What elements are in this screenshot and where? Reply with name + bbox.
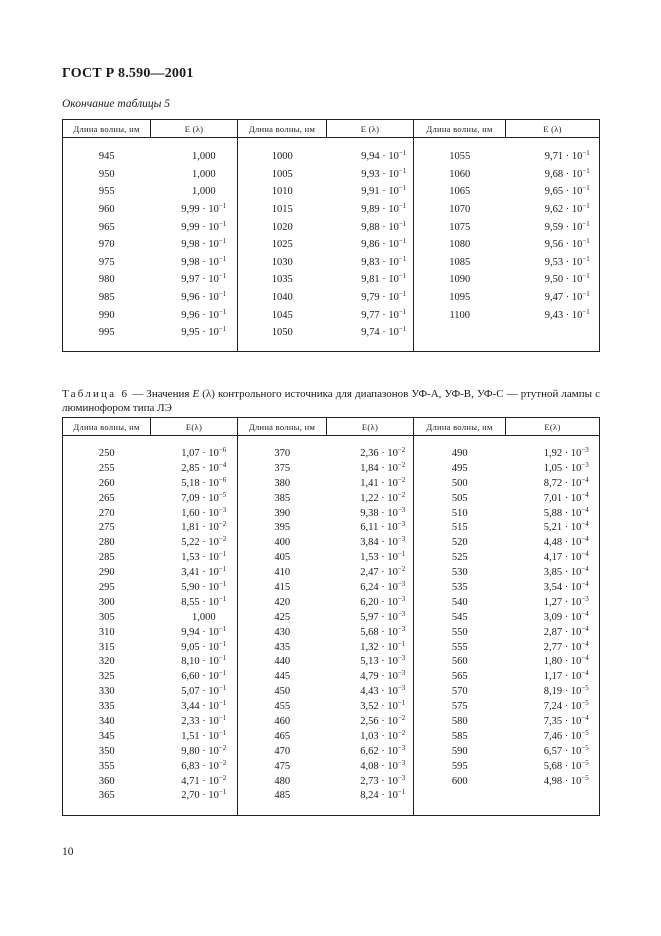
irradiance-cell: 1,000 [151, 166, 238, 184]
wavelength-cell: 945 [63, 148, 151, 166]
wavelength-cell: 255 [63, 461, 151, 476]
table6-header-row [63, 418, 600, 436]
irradiance-cell: $6,60 \cdot 10^{-1}$ [151, 669, 238, 684]
table-row [63, 595, 600, 610]
irradiance-cell: $9,53 \cdot 10^{-1}$ [506, 254, 600, 272]
table6-header-e-3: E(λ) [506, 418, 600, 436]
irradiance-cell: $9,05 \cdot 10^{-1}$ [151, 640, 238, 655]
wavelength-cell: 570 [414, 684, 506, 699]
irradiance-cell: $5,21 \cdot 10^{-4}$ [506, 520, 600, 535]
wavelength-cell: 380 [238, 476, 327, 491]
wavelength-cell: 250 [63, 446, 151, 461]
irradiance-cell: $5,88 \cdot 10^{-4}$ [506, 506, 600, 521]
irradiance-cell: $1,22 \cdot 10^{-2}$ [327, 491, 414, 506]
irradiance-cell: $1,81 \cdot 10^{-2}$ [151, 520, 238, 535]
table-row [63, 183, 600, 201]
wavelength-cell: 300 [63, 595, 151, 610]
irradiance-cell: $9,79 \cdot 10^{-1}$ [327, 289, 414, 307]
wavelength-cell: 355 [63, 759, 151, 774]
irradiance-cell: $4,48 \cdot 10^{-4}$ [506, 535, 600, 550]
irradiance-cell: $2,73 \cdot 10^{-3}$ [327, 774, 414, 789]
table5-header-e-1: E (λ) [151, 120, 238, 138]
irradiance-cell: $2,56 \cdot 10^{-2}$ [327, 714, 414, 729]
irradiance-cell: $5,68 \cdot 10^{-5}$ [506, 759, 600, 774]
irradiance-cell: $1,53 \cdot 10^{-1}$ [327, 550, 414, 565]
irradiance-cell: $4,08 \cdot 10^{-3}$ [327, 759, 414, 774]
irradiance-cell: $9,88 \cdot 10^{-1}$ [327, 218, 414, 236]
irradiance-cell: 1,000 [151, 183, 238, 201]
irradiance-cell: $6,11 \cdot 10^{-3}$ [327, 520, 414, 535]
irradiance-cell: $9,62 \cdot 10^{-1}$ [506, 201, 600, 219]
wavelength-cell: 315 [63, 640, 151, 655]
table6-body [63, 436, 600, 816]
irradiance-cell: $2,85 \cdot 10^{-4}$ [151, 461, 238, 476]
irradiance-cell: $2,36 \cdot 10^{-2}$ [327, 446, 414, 461]
irradiance-cell: $6,57 \cdot 10^{-5}$ [506, 744, 600, 759]
wavelength-cell: 325 [63, 669, 151, 684]
table-row [63, 550, 600, 565]
table6-caption-pre: — Значения [129, 388, 193, 400]
wavelength-cell: 515 [414, 520, 506, 535]
irradiance-cell: $9,50 \cdot 10^{-1}$ [506, 271, 600, 289]
irradiance-cell: $9,96 \cdot 10^{-1}$ [151, 306, 238, 324]
irradiance-cell: $3,09 \cdot 10^{-4}$ [506, 610, 600, 625]
irradiance-cell: $5,90 \cdot 10^{-1}$ [151, 580, 238, 595]
irradiance-cell: $9,97 \cdot 10^{-1}$ [151, 271, 238, 289]
table6-caption-label: Таблица 6 [62, 388, 130, 400]
irradiance-cell: $3,85 \cdot 10^{-4}$ [506, 565, 600, 580]
wavelength-cell: 1005 [238, 166, 327, 184]
irradiance-cell: $8,24 \cdot 10^{-1}$ [327, 788, 414, 803]
irradiance-cell: $9,71 \cdot 10^{-1}$ [506, 148, 600, 166]
table-row [63, 580, 600, 595]
wavelength-cell: 420 [238, 595, 327, 610]
irradiance-cell: $7,24 \cdot 10^{-5}$ [506, 699, 600, 714]
table5-caption: Окончание таблицы 5 [62, 98, 170, 110]
wavelength-cell: 270 [63, 506, 151, 521]
wavelength-cell: 305 [63, 610, 151, 625]
wavelength-cell: 470 [238, 744, 327, 759]
wavelength-cell: 440 [238, 654, 327, 669]
wavelength-cell: 375 [238, 461, 327, 476]
irradiance-cell: $1,07 \cdot 10^{-6}$ [151, 446, 238, 461]
wavelength-cell: 485 [238, 788, 327, 803]
wavelength-cell: 410 [238, 565, 327, 580]
irradiance-cell: $6,83 \cdot 10^{-2}$ [151, 759, 238, 774]
wavelength-cell: 370 [238, 446, 327, 461]
table-row [63, 774, 600, 789]
irradiance-cell: $9,93 \cdot 10^{-1}$ [327, 166, 414, 184]
irradiance-cell: $9,91 \cdot 10^{-1}$ [327, 183, 414, 201]
irradiance-cell: $3,41 \cdot 10^{-1}$ [151, 565, 238, 580]
irradiance-cell: $1,41 \cdot 10^{-2}$ [327, 476, 414, 491]
irradiance-cell: $9,81 \cdot 10^{-1}$ [327, 271, 414, 289]
wavelength-cell: 295 [63, 580, 151, 595]
wavelength-cell: 1000 [238, 148, 327, 166]
page-number: 10 [62, 846, 74, 858]
table-row [63, 610, 600, 625]
table-row [63, 201, 600, 219]
wavelength-cell: 1040 [238, 289, 327, 307]
wavelength-cell: 1075 [414, 218, 506, 236]
wavelength-cell: 430 [238, 625, 327, 640]
wavelength-cell: 465 [238, 729, 327, 744]
irradiance-cell: $4,71 \cdot 10^{-2}$ [151, 774, 238, 789]
wavelength-cell: 530 [414, 565, 506, 580]
irradiance-cell: $9,68 \cdot 10^{-1}$ [506, 166, 600, 184]
table-row [63, 520, 600, 535]
wavelength-cell: 335 [63, 699, 151, 714]
wavelength-cell: 460 [238, 714, 327, 729]
irradiance-cell: $7,09 \cdot 10^{-5}$ [151, 491, 238, 506]
irradiance-cell: 1,000 [151, 148, 238, 166]
table6-header-e-2: E(λ) [327, 418, 414, 436]
irradiance-cell: $8,55 \cdot 10^{-1}$ [151, 595, 238, 610]
irradiance-cell: $9,98 \cdot 10^{-1}$ [151, 236, 238, 254]
table6-header-e-1: E(λ) [151, 418, 238, 436]
irradiance-cell: $1,05 \cdot 10^{-3}$ [506, 461, 600, 476]
wavelength-cell: 385 [238, 491, 327, 506]
wavelength-cell: 1045 [238, 306, 327, 324]
irradiance-cell: $1,03 \cdot 10^{-2}$ [327, 729, 414, 744]
wavelength-cell: 455 [238, 699, 327, 714]
irradiance-cell: $4,98 \cdot 10^{-5}$ [506, 774, 600, 789]
table6-header-wavelength-3: Длина волны, нм [414, 418, 506, 436]
wavelength-cell: 520 [414, 535, 506, 550]
irradiance-cell: $9,94 \cdot 10^{-1}$ [327, 148, 414, 166]
document-title: ГОСТ Р 8.590—2001 [62, 66, 194, 81]
table-row [63, 654, 600, 669]
irradiance-cell: $4,43 \cdot 10^{-3}$ [327, 684, 414, 699]
table-row [63, 306, 600, 324]
table-row [63, 148, 600, 166]
wavelength-cell: 265 [63, 491, 151, 506]
table-row [63, 254, 600, 272]
wavelength-cell: 290 [63, 565, 151, 580]
wavelength-cell: 435 [238, 640, 327, 655]
wavelength-cell: 510 [414, 506, 506, 521]
table-spacer-row [63, 138, 600, 149]
table-row [63, 166, 600, 184]
wavelength-cell: 1020 [238, 218, 327, 236]
table-row [63, 744, 600, 759]
table6-header-wavelength-1: Длина волны, нм [63, 418, 151, 436]
irradiance-cell: $5,18 \cdot 10^{-6}$ [151, 476, 238, 491]
irradiance-cell: $1,80 \cdot 10^{-4}$ [506, 654, 600, 669]
wavelength-cell: 320 [63, 654, 151, 669]
table-row [63, 476, 600, 491]
wavelength-cell: 260 [63, 476, 151, 491]
wavelength-cell: 965 [63, 218, 151, 236]
irradiance-cell: $9,77 \cdot 10^{-1}$ [327, 306, 414, 324]
wavelength-cell: 500 [414, 476, 506, 491]
wavelength-cell [414, 324, 506, 342]
wavelength-cell: 310 [63, 625, 151, 640]
table-row [63, 236, 600, 254]
irradiance-cell: $2,87 \cdot 10^{-4}$ [506, 625, 600, 640]
wavelength-cell: 280 [63, 535, 151, 550]
table6-header-wavelength-2: Длина волны, нм [238, 418, 327, 436]
irradiance-cell: $9,74 \cdot 10^{-1}$ [327, 324, 414, 342]
irradiance-cell: $3,84 \cdot 10^{-3}$ [327, 535, 414, 550]
table-row [63, 289, 600, 307]
irradiance-cell: $2,70 \cdot 10^{-1}$ [151, 788, 238, 803]
irradiance-cell: $9,59 \cdot 10^{-1}$ [506, 218, 600, 236]
wavelength-cell: 955 [63, 183, 151, 201]
table5-header-row [63, 120, 600, 138]
irradiance-cell: $2,77 \cdot 10^{-4}$ [506, 640, 600, 655]
irradiance-cell: $9,65 \cdot 10^{-1}$ [506, 183, 600, 201]
wavelength-cell: 1065 [414, 183, 506, 201]
irradiance-cell: $1,17 \cdot 10^{-4}$ [506, 669, 600, 684]
wavelength-cell: 495 [414, 461, 506, 476]
irradiance-cell: $5,13 \cdot 10^{-3}$ [327, 654, 414, 669]
table5-header-wavelength-2: Длина волны, нм [238, 120, 327, 138]
wavelength-cell: 395 [238, 520, 327, 535]
table-row [63, 714, 600, 729]
table-row [63, 729, 600, 744]
irradiance-cell: $7,35 \cdot 10^{-4}$ [506, 714, 600, 729]
irradiance-cell: $1,51 \cdot 10^{-1}$ [151, 729, 238, 744]
table6-caption [62, 387, 600, 415]
wavelength-cell: 590 [414, 744, 506, 759]
irradiance-cell: $9,38 \cdot 10^{-3}$ [327, 506, 414, 521]
wavelength-cell: 1015 [238, 201, 327, 219]
wavelength-cell: 360 [63, 774, 151, 789]
wavelength-cell [414, 788, 506, 803]
irradiance-cell: $1,92 \cdot 10^{-3}$ [506, 446, 600, 461]
wavelength-cell: 1025 [238, 236, 327, 254]
wavelength-cell: 595 [414, 759, 506, 774]
wavelength-cell: 285 [63, 550, 151, 565]
wavelength-cell: 990 [63, 306, 151, 324]
wavelength-cell: 1090 [414, 271, 506, 289]
table6 [62, 417, 600, 816]
wavelength-cell: 975 [63, 254, 151, 272]
table5-header-e-2: E (λ) [327, 120, 414, 138]
table-row [63, 699, 600, 714]
irradiance-cell [506, 324, 600, 342]
table-spacer-row [63, 342, 600, 352]
wavelength-cell: 950 [63, 166, 151, 184]
irradiance-cell: $6,20 \cdot 10^{-3}$ [327, 595, 414, 610]
irradiance-cell: $1,60 \cdot 10^{-3}$ [151, 506, 238, 521]
wavelength-cell: 585 [414, 729, 506, 744]
wavelength-cell: 545 [414, 610, 506, 625]
irradiance-cell: $9,80 \cdot 10^{-2}$ [151, 744, 238, 759]
table-row [63, 565, 600, 580]
table-row [63, 324, 600, 342]
table6-caption-symbol: E [192, 388, 200, 400]
wavelength-cell: 1030 [238, 254, 327, 272]
irradiance-cell: $2,33 \cdot 10^{-1}$ [151, 714, 238, 729]
wavelength-cell: 970 [63, 236, 151, 254]
wavelength-cell: 405 [238, 550, 327, 565]
table-row [63, 669, 600, 684]
wavelength-cell: 390 [238, 506, 327, 521]
irradiance-cell: $1,53 \cdot 10^{-1}$ [151, 550, 238, 565]
irradiance-cell: $1,32 \cdot 10^{-1}$ [327, 640, 414, 655]
irradiance-cell: $8,72 \cdot 10^{-4}$ [506, 476, 600, 491]
irradiance-cell: $9,94 \cdot 10^{-1}$ [151, 625, 238, 640]
wavelength-cell: 1010 [238, 183, 327, 201]
wavelength-cell: 555 [414, 640, 506, 655]
table-row [63, 788, 600, 803]
wavelength-cell: 340 [63, 714, 151, 729]
irradiance-cell [506, 788, 600, 803]
irradiance-cell: $9,47 \cdot 10^{-1}$ [506, 289, 600, 307]
wavelength-cell: 330 [63, 684, 151, 699]
wavelength-cell: 995 [63, 324, 151, 342]
irradiance-cell: $7,46 \cdot 10^{-5}$ [506, 729, 600, 744]
wavelength-cell: 560 [414, 654, 506, 669]
wavelength-cell: 345 [63, 729, 151, 744]
irradiance-cell: $5,22 \cdot 10^{-2}$ [151, 535, 238, 550]
wavelength-cell: 1070 [414, 201, 506, 219]
irradiance-cell: $9,96 \cdot 10^{-1}$ [151, 289, 238, 307]
wavelength-cell: 480 [238, 774, 327, 789]
irradiance-cell: $9,43 \cdot 10^{-1}$ [506, 306, 600, 324]
wavelength-cell: 475 [238, 759, 327, 774]
wavelength-cell: 445 [238, 669, 327, 684]
irradiance-cell: $3,52 \cdot 10^{-1}$ [327, 699, 414, 714]
wavelength-cell: 1100 [414, 306, 506, 324]
wavelength-cell: 535 [414, 580, 506, 595]
wavelength-cell: 505 [414, 491, 506, 506]
table-row [63, 461, 600, 476]
table-row [63, 535, 600, 550]
wavelength-cell: 415 [238, 580, 327, 595]
table-row [63, 218, 600, 236]
irradiance-cell: $5,68 \cdot 10^{-3}$ [327, 625, 414, 640]
table6-caption-text: (λ) контрольного источника для диапазонов УФ-А, УФ-В, УФ-С — ртутной лампы с люминофором типа ЛЭ [62, 388, 600, 414]
irradiance-cell: $1,27 \cdot 10^{-3}$ [506, 595, 600, 610]
irradiance-cell: $9,99 \cdot 10^{-1}$ [151, 201, 238, 219]
irradiance-cell: $4,17 \cdot 10^{-4}$ [506, 550, 600, 565]
table5-header-e-3: E (λ) [506, 120, 600, 138]
irradiance-cell: $9,98 \cdot 10^{-1}$ [151, 254, 238, 272]
wavelength-cell: 600 [414, 774, 506, 789]
wavelength-cell: 365 [63, 788, 151, 803]
irradiance-cell: $1,84 \cdot 10^{-2}$ [327, 461, 414, 476]
irradiance-cell: $2,47 \cdot 10^{-2}$ [327, 565, 414, 580]
irradiance-cell: $3,44 \cdot 10^{-1}$ [151, 699, 238, 714]
wavelength-cell: 1080 [414, 236, 506, 254]
table-row [63, 446, 600, 461]
wavelength-cell: 400 [238, 535, 327, 550]
wavelength-cell: 575 [414, 699, 506, 714]
table-spacer-row [63, 803, 600, 816]
wavelength-cell: 985 [63, 289, 151, 307]
irradiance-cell: $7,01 \cdot 10^{-4}$ [506, 491, 600, 506]
table5 [62, 119, 600, 352]
wavelength-cell: 580 [414, 714, 506, 729]
wavelength-cell: 450 [238, 684, 327, 699]
wavelength-cell: 275 [63, 520, 151, 535]
irradiance-cell: $5,07 \cdot 10^{-1}$ [151, 684, 238, 699]
irradiance-cell: $6,24 \cdot 10^{-3}$ [327, 580, 414, 595]
table5-body [63, 138, 600, 352]
irradiance-cell: $8,19 \cdot 10^{-5}$ [506, 684, 600, 699]
wavelength-cell: 540 [414, 595, 506, 610]
wavelength-cell: 565 [414, 669, 506, 684]
irradiance-cell: $8,10 \cdot 10^{-1}$ [151, 654, 238, 669]
irradiance-cell: 1,000 [151, 610, 238, 625]
irradiance-cell: $9,99 \cdot 10^{-1}$ [151, 218, 238, 236]
table-row [63, 506, 600, 521]
irradiance-cell: $9,86 \cdot 10^{-1}$ [327, 236, 414, 254]
irradiance-cell: $9,56 \cdot 10^{-1}$ [506, 236, 600, 254]
wavelength-cell: 1060 [414, 166, 506, 184]
wavelength-cell: 490 [414, 446, 506, 461]
table-row [63, 640, 600, 655]
table-row [63, 491, 600, 506]
table-spacer-row [63, 436, 600, 447]
table5-header-wavelength-3: Длина волны, нм [414, 120, 506, 138]
table-row [63, 625, 600, 640]
wavelength-cell: 1055 [414, 148, 506, 166]
wavelength-cell: 1085 [414, 254, 506, 272]
irradiance-cell: $9,95 \cdot 10^{-1}$ [151, 324, 238, 342]
wavelength-cell: 980 [63, 271, 151, 289]
table-row [63, 271, 600, 289]
irradiance-cell: $9,89 \cdot 10^{-1}$ [327, 201, 414, 219]
irradiance-cell: $3,54 \cdot 10^{-4}$ [506, 580, 600, 595]
wavelength-cell: 1050 [238, 324, 327, 342]
irradiance-cell: $9,83 \cdot 10^{-1}$ [327, 254, 414, 272]
wavelength-cell: 350 [63, 744, 151, 759]
irradiance-cell: $6,62 \cdot 10^{-3}$ [327, 744, 414, 759]
wavelength-cell: 525 [414, 550, 506, 565]
wavelength-cell: 425 [238, 610, 327, 625]
wavelength-cell: 1095 [414, 289, 506, 307]
wavelength-cell: 550 [414, 625, 506, 640]
table-row [63, 684, 600, 699]
wavelength-cell: 1035 [238, 271, 327, 289]
table5-header-wavelength-1: Длина волны, нм [63, 120, 151, 138]
wavelength-cell: 960 [63, 201, 151, 219]
irradiance-cell: $5,97 \cdot 10^{-3}$ [327, 610, 414, 625]
irradiance-cell: $4,79 \cdot 10^{-3}$ [327, 669, 414, 684]
table-row [63, 759, 600, 774]
